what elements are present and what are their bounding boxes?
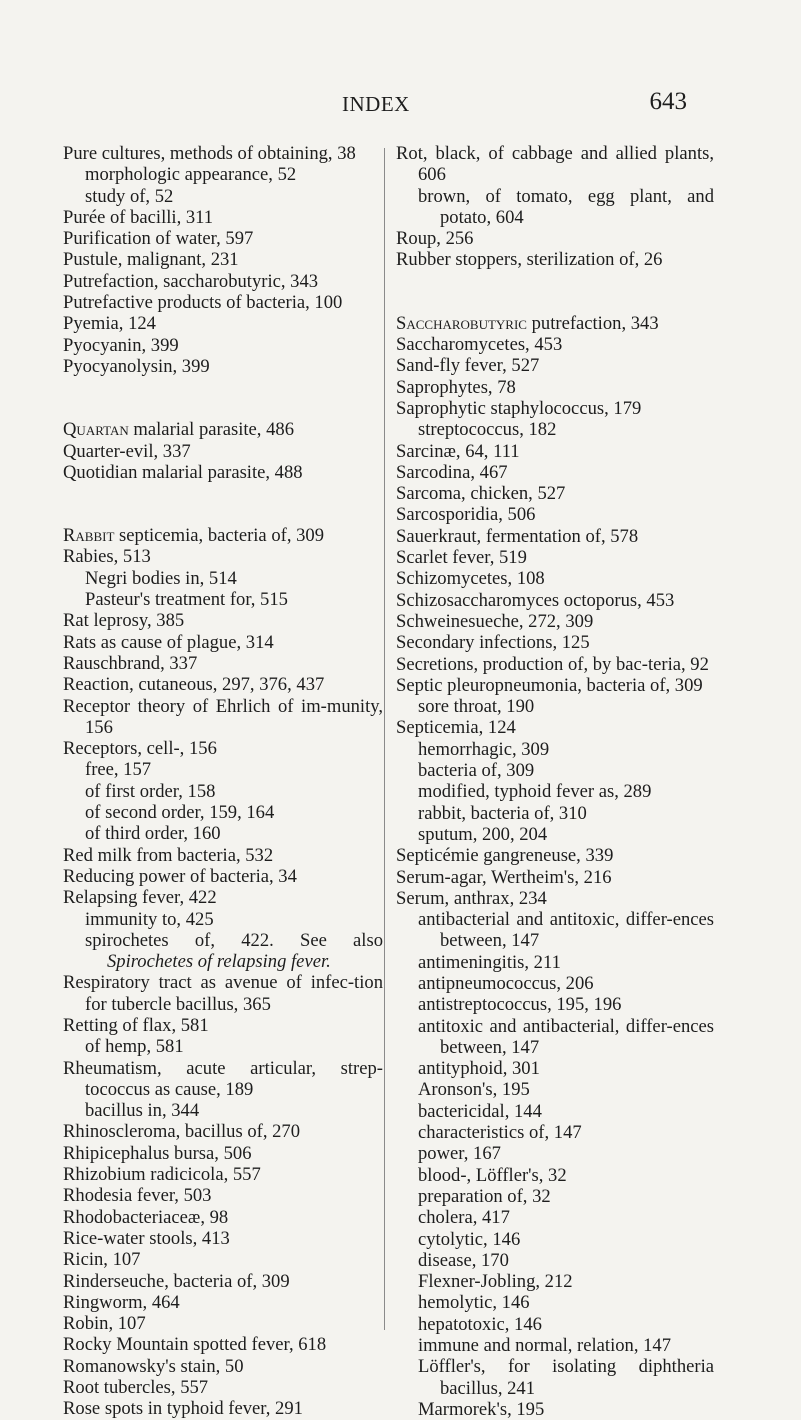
entry-text: Secondary infections, 125 xyxy=(396,632,590,654)
index-entry xyxy=(396,441,714,462)
entry-text: Pustule, malignant, 231 xyxy=(63,249,239,271)
index-subentry xyxy=(63,1100,383,1121)
index-subentry xyxy=(396,1250,714,1271)
index-entry xyxy=(63,738,383,759)
entry-text: preparation of, 32 xyxy=(418,1185,551,1207)
index-entry xyxy=(63,1058,383,1101)
entry-text: Retting of flax, 581 xyxy=(63,1014,209,1036)
entry-text: Pyocyanolysin, 399 xyxy=(63,355,210,377)
index-subentry xyxy=(396,1186,714,1207)
index-entry xyxy=(396,313,714,334)
entry-text: Pasteur's treatment for, 515 xyxy=(85,589,288,611)
index-entry xyxy=(396,867,714,888)
entry-text: Rose spots in typhoid fever, 291 xyxy=(63,1398,303,1420)
index-entry xyxy=(63,1015,383,1036)
index-subentry xyxy=(396,1207,714,1228)
index-subentry xyxy=(396,781,714,802)
entry-text: Quotidian malarial parasite, 488 xyxy=(63,461,303,483)
index-entry xyxy=(63,335,383,356)
entry-text: study of, 52 xyxy=(85,185,174,207)
index-subentry xyxy=(63,589,383,610)
index-subentry xyxy=(396,803,714,824)
index-entry xyxy=(63,1313,383,1334)
entry-text: Flexner-Jobling, 212 xyxy=(418,1271,573,1293)
index-subentry xyxy=(396,973,714,994)
entry-text: Sarcinæ, 64, 111 xyxy=(396,440,520,462)
index-entry xyxy=(63,525,383,546)
entry-text: antimeningitis, 211 xyxy=(418,951,561,973)
index-entry xyxy=(63,1398,383,1419)
index-entry xyxy=(63,207,383,228)
index-entry xyxy=(396,632,714,653)
entry-text: Schweinesueche, 272, 309 xyxy=(396,610,594,632)
entry-text: antibacterial and antitoxic, differ-ences between, 147 xyxy=(418,909,714,952)
index-entry xyxy=(63,674,383,695)
index-entry xyxy=(63,1292,383,1313)
entry-text: Sauerkraut, fermentation of, 578 xyxy=(396,525,639,547)
entry-text: Rat leprosy, 385 xyxy=(63,610,185,632)
entry-lead-word: Saccharobutyric xyxy=(396,312,527,334)
index-subentry xyxy=(396,952,714,973)
entry-text: hemorrhagic, 309 xyxy=(418,738,550,760)
index-subentry xyxy=(396,186,714,229)
entry-text: Negri bodies in, 514 xyxy=(85,567,237,589)
entry-text: Respiratory tract as avenue of infec-tion for tubercle bacillus, 365 xyxy=(63,972,383,1015)
column-divider xyxy=(384,148,385,1330)
index-entry xyxy=(63,1377,383,1398)
entry-text: of third order, 160 xyxy=(85,823,221,845)
index-entry xyxy=(63,143,383,164)
index-subentry xyxy=(396,1143,714,1164)
entry-text: cholera, 417 xyxy=(418,1207,510,1229)
entry-text: Sand-fly fever, 527 xyxy=(396,355,540,377)
index-subentry xyxy=(396,1016,714,1059)
entry-text: power, 167 xyxy=(418,1143,501,1165)
index-entry xyxy=(63,1356,383,1377)
index-subentry xyxy=(396,1101,714,1122)
entry-text: Pyemia, 124 xyxy=(63,313,156,335)
entry-text: Reducing power of bacteria, 34 xyxy=(63,865,297,887)
entry-text: hepatotoxic, 146 xyxy=(418,1313,542,1335)
entry-text: bacteria of, 309 xyxy=(418,760,535,782)
entry-text: Reaction, cutaneous, 297, 376, 437 xyxy=(63,674,325,696)
index-entry xyxy=(63,610,383,631)
index-entry xyxy=(63,228,383,249)
index-subentry xyxy=(63,823,383,844)
index-entry xyxy=(396,334,714,355)
entry-lead-word: Rabbit xyxy=(63,525,115,547)
index-entry xyxy=(63,696,383,739)
entry-text: malarial parasite, 486 xyxy=(128,419,294,441)
index-subentry xyxy=(63,930,383,973)
index-subentry xyxy=(396,1356,714,1399)
entry-text: Rabies, 513 xyxy=(63,546,151,568)
entry-text: Rubber stoppers, sterilization of, 26 xyxy=(396,249,663,271)
entry-text: Scarlet fever, 519 xyxy=(396,547,527,569)
entry-text: Ricin, 107 xyxy=(63,1249,141,1271)
entry-text: Rhipicephalus bursa, 506 xyxy=(63,1142,252,1164)
index-entry xyxy=(63,632,383,653)
entry-text: antipneumococcus, 206 xyxy=(418,972,594,994)
entry-text: Rot, black, of cabbage and allied plants, 606 xyxy=(396,143,714,186)
entry-text: Saprophytes, 78 xyxy=(396,376,516,398)
entry-text: bactericidal, 144 xyxy=(418,1100,542,1122)
index-subentry xyxy=(396,824,714,845)
index-subentry xyxy=(396,1058,714,1079)
index-entry xyxy=(396,398,714,419)
entry-text: streptococcus, 182 xyxy=(418,419,557,441)
index-entry xyxy=(63,845,383,866)
page-header xyxy=(0,88,801,122)
index-entry xyxy=(396,717,714,738)
index-entry xyxy=(63,972,383,1015)
entry-text: characteristics of, 147 xyxy=(418,1122,582,1144)
index-entry xyxy=(396,462,714,483)
index-subentry xyxy=(63,759,383,780)
entry-text: Sarcosporidia, 506 xyxy=(396,504,536,526)
index-entry xyxy=(396,568,714,589)
entry-text: cytolytic, 146 xyxy=(418,1228,521,1250)
index-subentry xyxy=(63,802,383,823)
entry-text: blood-, Löffler's, 32 xyxy=(418,1164,567,1186)
index-subentry xyxy=(63,909,383,930)
entry-text: Pure cultures, methods of obtaining, 38 xyxy=(63,143,356,164)
index-entry xyxy=(63,271,383,292)
entry-text: Purée of bacilli, 311 xyxy=(63,206,214,228)
entry-text: antistreptococcus, 195, 196 xyxy=(418,994,622,1016)
index-subentry xyxy=(63,164,383,185)
entry-text: Receptors, cell-, 156 xyxy=(63,738,217,760)
entry-text: Receptor theory of Ehrlich of im-munity, 156 xyxy=(63,695,383,738)
index-subentry xyxy=(396,419,714,440)
index-subentry xyxy=(396,1165,714,1186)
index-entry xyxy=(63,1207,383,1228)
entry-text: antitoxic and antibacterial, differ-ences between, 147 xyxy=(418,1015,714,1058)
entry-text: Rocky Mountain spotted fever, 618 xyxy=(63,1334,327,1356)
entry-text: Rinderseuche, bacteria of, 309 xyxy=(63,1270,290,1292)
entry-text: Ringworm, 464 xyxy=(63,1291,180,1313)
entry-text: brown, of tomato, egg plant, and potato, 604 xyxy=(418,185,714,228)
entry-text: Serum, anthrax, 234 xyxy=(396,887,547,909)
index-subentry xyxy=(396,739,714,760)
entry-text: disease, 170 xyxy=(418,1249,509,1271)
entry-text: Aronson's, 195 xyxy=(418,1079,530,1101)
index-entry xyxy=(63,1164,383,1185)
entry-text: Rhodobacteriaceæ, 98 xyxy=(63,1206,229,1228)
index-entry xyxy=(63,1143,383,1164)
index-entry xyxy=(396,547,714,568)
index-entry xyxy=(63,887,383,908)
index-entry xyxy=(63,1249,383,1270)
index-entry xyxy=(396,249,714,270)
entry-text: Relapsing fever, 422 xyxy=(63,887,217,909)
index-entry xyxy=(396,590,714,611)
index-entry xyxy=(63,1121,383,1142)
entry-text: Sarcodina, 467 xyxy=(396,461,508,483)
entry-text: Rauschbrand, 337 xyxy=(63,652,198,674)
entry-text: Romanowsky's stain, 50 xyxy=(63,1355,244,1377)
index-entry xyxy=(396,483,714,504)
entry-text: Rhodesia fever, 503 xyxy=(63,1185,212,1207)
index-column-right xyxy=(396,143,714,1420)
entry-text: hemolytic, 146 xyxy=(418,1292,530,1314)
index-entry xyxy=(396,654,714,675)
entry-text: modified, typhoid fever as, 289 xyxy=(418,781,652,803)
entry-text: Schizomycetes, 108 xyxy=(396,568,545,590)
index-entry xyxy=(396,355,714,376)
entry-text: Pyocyanin, 399 xyxy=(63,334,179,356)
entry-text: Rheumatism, acute articular, strep-tococcus as cause, 189 xyxy=(63,1057,383,1100)
index-entry xyxy=(396,611,714,632)
entry-text: Putrefaction, saccharobutyric, 343 xyxy=(63,270,319,292)
page-number: 643 xyxy=(649,88,687,115)
index-entry xyxy=(63,546,383,567)
entry-text: antityphoid, 301 xyxy=(418,1058,540,1080)
index-subentry xyxy=(396,1314,714,1335)
entry-text: Quarter-evil, 337 xyxy=(63,440,191,462)
entry-text: Rice-water stools, 413 xyxy=(63,1227,230,1249)
entry-text: Löffler's, for isolating diphtheria bacillus, 241 xyxy=(418,1356,714,1399)
index-entry xyxy=(396,504,714,525)
entry-lead-word: Quartan xyxy=(63,419,129,441)
index-entry xyxy=(63,441,383,462)
index-subentry xyxy=(63,186,383,207)
index-subentry xyxy=(396,1399,714,1420)
entry-text: Sarcoma, chicken, 527 xyxy=(396,483,566,505)
entry-text: Rats as cause of plague, 314 xyxy=(63,631,274,653)
entry-text: of hemp, 581 xyxy=(85,1036,184,1058)
index-subentry xyxy=(396,1271,714,1292)
index-subentry xyxy=(396,994,714,1015)
entry-text: Schizosaccharomyces octoporus, 453 xyxy=(396,589,675,611)
index-entry xyxy=(63,292,383,313)
index-entry xyxy=(63,356,383,377)
entry-italic-reference: Spirochetes of relapsing fever. xyxy=(107,951,331,973)
index-entry xyxy=(396,526,714,547)
entry-text: Putrefactive products of bacteria, 100 xyxy=(63,292,343,314)
entry-text: Septic pleuropneumonia, bacteria of, 309 xyxy=(396,674,703,696)
entry-text: free, 157 xyxy=(85,759,152,781)
entry-text: Marmorek's, 195 xyxy=(418,1398,545,1420)
entry-text: Robin, 107 xyxy=(63,1313,146,1335)
entry-text: of second order, 159, 164 xyxy=(85,802,275,824)
index-entry xyxy=(396,377,714,398)
entry-text: morphologic appearance, 52 xyxy=(85,164,297,186)
index-entry xyxy=(396,845,714,866)
index-entry xyxy=(63,1271,383,1292)
index-entry xyxy=(63,1334,383,1355)
index-subentry xyxy=(396,760,714,781)
entry-text: Septicémie gangreneuse, 339 xyxy=(396,845,614,867)
index-subentry xyxy=(63,1036,383,1057)
index-entry xyxy=(63,462,383,483)
entry-text: of first order, 158 xyxy=(85,780,216,802)
index-subentry xyxy=(396,909,714,952)
index-entry xyxy=(63,1185,383,1206)
index-entry xyxy=(396,675,714,696)
entry-text: rabbit, bacteria of, 310 xyxy=(418,802,587,824)
index-subentry xyxy=(396,696,714,717)
entry-text: Rhinoscleroma, bacillus of, 270 xyxy=(63,1121,301,1143)
entry-text: Red milk from bacteria, 532 xyxy=(63,844,274,866)
entry-text: Secretions, production of, by bac-teria, 92 xyxy=(396,653,709,675)
entry-text: Saccharomycetes, 453 xyxy=(396,334,563,356)
index-entry xyxy=(63,866,383,887)
index-subentry xyxy=(396,1292,714,1313)
index-subentry xyxy=(396,1229,714,1250)
entry-text: immunity to, 425 xyxy=(85,908,214,930)
entry-text: spirochetes of, 422. See also xyxy=(85,929,383,951)
index-entry xyxy=(63,249,383,270)
index-subentry xyxy=(396,1122,714,1143)
index-column-left xyxy=(63,143,383,1420)
index-entry xyxy=(63,419,383,440)
index-entry xyxy=(63,653,383,674)
entry-text: sore throat, 190 xyxy=(418,696,535,718)
entry-text: Serum-agar, Wertheim's, 216 xyxy=(396,866,612,888)
index-entry xyxy=(63,1228,383,1249)
entry-text: sputum, 200, 204 xyxy=(418,823,548,845)
entry-text: septicemia, bacteria of, 309 xyxy=(114,525,325,547)
entry-text: putrefaction, 343 xyxy=(526,312,659,334)
entry-text: Saprophytic staphylococcus, 179 xyxy=(396,397,642,419)
index-entry xyxy=(396,888,714,909)
index-entry xyxy=(396,143,714,186)
index-entry xyxy=(396,228,714,249)
index-subentry xyxy=(63,568,383,589)
entry-text: Root tubercles, 557 xyxy=(63,1377,209,1399)
index-subentry xyxy=(396,1335,714,1356)
index-subentry xyxy=(63,781,383,802)
entry-text: Septicemia, 124 xyxy=(396,717,516,739)
index-subentry xyxy=(396,1079,714,1100)
running-title: INDEX xyxy=(342,92,410,116)
entry-text: Rhizobium radicicola, 557 xyxy=(63,1164,261,1186)
entry-text: Roup, 256 xyxy=(396,228,474,250)
index-entry xyxy=(63,313,383,334)
entry-text: bacillus in, 344 xyxy=(85,1100,200,1122)
entry-text: immune and normal, relation, 147 xyxy=(418,1335,672,1357)
entry-text: Purification of water, 597 xyxy=(63,228,254,250)
